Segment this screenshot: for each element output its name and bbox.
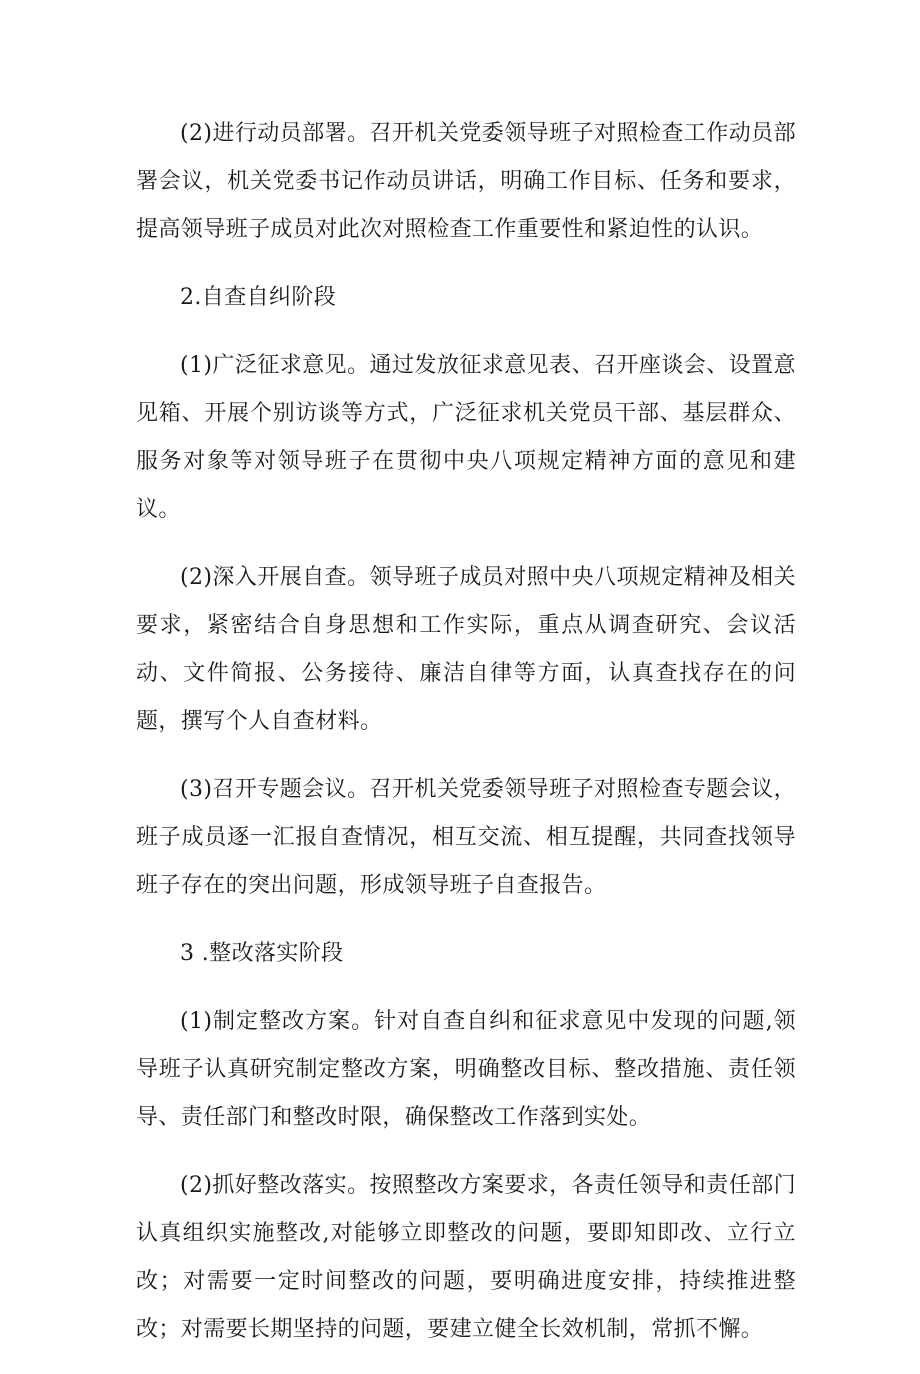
paragraph-mobilization: (2)进行动员部署。召开机关党委领导班子对照检查工作动员部署会议，机关党委书记作动员讲话，明确工作目标、任务和要求，提高领导班子成员对此次对照检查工作重要性和紧迫性的认识。	[136, 121, 796, 242]
paragraph-rectification-plan: (1)制定整改方案。针对自查自纠和征求意见中发现的问题,领导班子认真研究制定整改方案，明确整改目标、整改措施、责任领导、责任部门和整改时限，确保整改工作落到实处。	[136, 1009, 796, 1130]
paragraph-self-check: (2)深入开展自查。领导班子成员对照中央八项规定精神及相关要求，紧密结合自身思想和工作实际，重点从调查研究、会议活动、文件简报、公务接待、廉洁自律等方面，认真查找存在的问题，撰写个人自查材料。	[136, 565, 796, 734]
section-heading-self-inspection: 2.自查自纠阶段	[180, 285, 337, 310]
document-body	[136, 110, 796, 1374]
paragraph-special-meeting: (3)召开专题会议。召开机关党委领导班子对照检查专题会议，班子成员逐一汇报自查情况，相互交流、相互提醒，共同查找领导班子存在的突出问题，形成领导班子自查报告。	[136, 777, 796, 898]
section-heading-rectification: 3 .整改落实阶段	[180, 941, 344, 966]
paragraph-solicit-opinions: (1)广泛征求意见。通过发放征求意见表、召开座谈会、设置意见箱、开展个别访谈等方式，广泛征求机关党员干部、基层群众、服务对象等对领导班子在贯彻中央八项规定精神方面的意见和建议。	[136, 353, 796, 522]
paragraph-rectification-implementation: (2)抓好整改落实。按照整改方案要求，各责任领导和责任部门认真组织实施整改,对能够立即整改的问题，要即知即改、立行立改；对需要一定时间整改的问题，要明确进度安排，持续推进整改；对需要长期坚持的问题，要建立健全长效机制，常抓不懈。	[136, 1173, 796, 1342]
